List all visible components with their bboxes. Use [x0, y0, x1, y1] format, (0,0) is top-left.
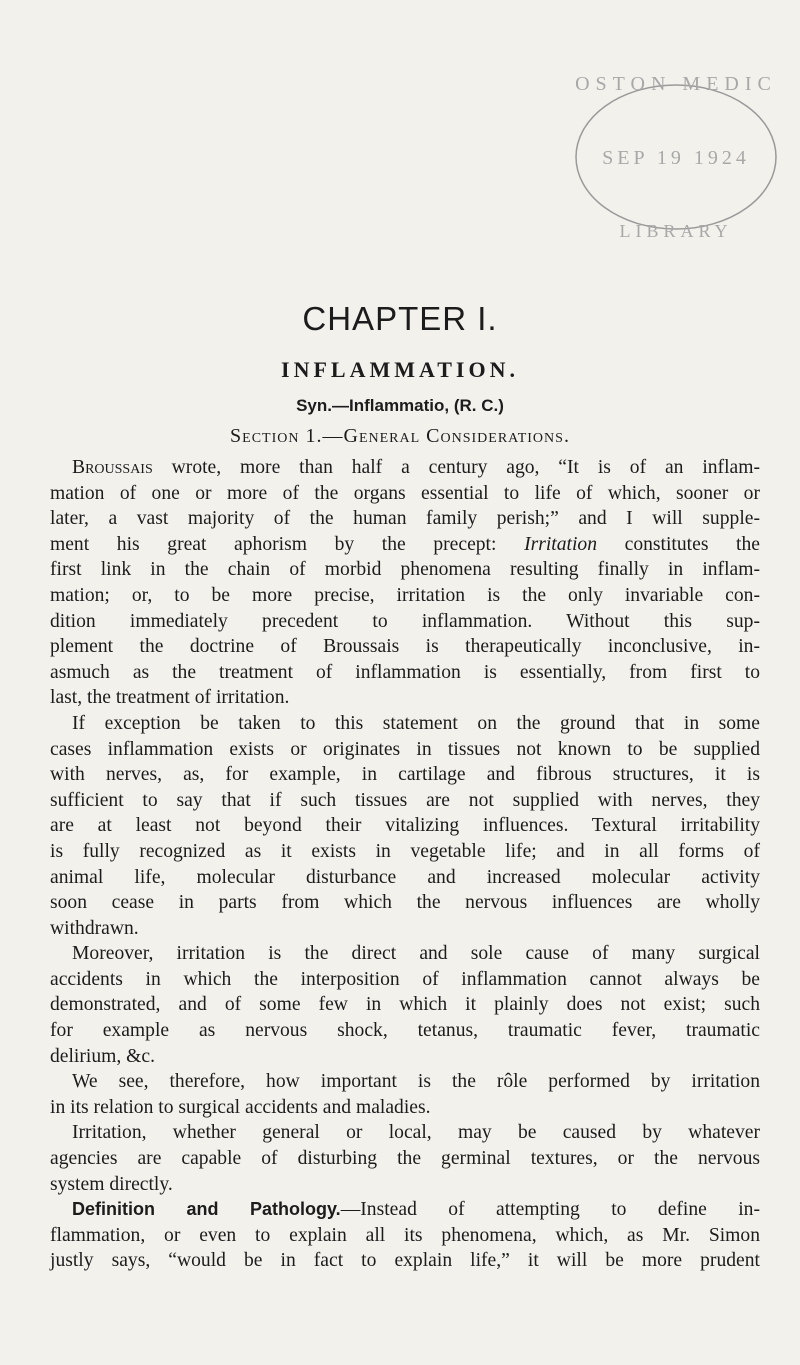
text-line: mation of one or more of the organs essential to life of which, sooner or [50, 482, 760, 504]
text-line: in its relation to surgical accidents and maladies. [50, 1096, 431, 1118]
chapter-title: CHAPTER I. [302, 300, 498, 337]
definition-heading: Definition and Pathology. [72, 1199, 341, 1220]
text-line: delirium, &c. [50, 1045, 156, 1067]
text-line: accidents in which the interposition of inflammation cannot always be [50, 968, 760, 990]
text-line: for example as nervous shock, tetanus, traumatic fever, traumatic [50, 1020, 760, 1042]
text-line: Irritation, whether general or local, may be caused by whatever [72, 1122, 760, 1144]
text-line: Moreover, irritation is the direct and sole cause of many surgical [72, 943, 760, 965]
text-line: ment his great aphorism by the precept: Irritation constitutes the [50, 533, 760, 555]
body-text [50, 455, 760, 1274]
text-line: demonstrated, and of some few in which it plainly does not exist; such [50, 994, 760, 1016]
text-line: cases inflammation exists or originates in tissues not known to be supplied [50, 738, 760, 760]
text-line: withdrawn. [50, 917, 139, 939]
text-line: animal life, molecular disturbance and increased molecular activity [50, 866, 760, 888]
text-line: plement the doctrine of Broussais is therapeutically inconclusive, in- [50, 636, 760, 658]
text-line: If exception be taken to this statement on the ground that in some [72, 712, 760, 734]
library-stamp [554, 52, 799, 262]
text-line: justly says, “would be in fact to explain life,” it will be more prudent [50, 1250, 760, 1272]
text-line: We see, therefore, how important is the rôle performed by irritation [72, 1071, 760, 1093]
text-line: is fully recognized as it exists in vegetable life; and in all forms of [50, 840, 760, 862]
text-line: later, a vast majority of the human family perish;” and I will supple- [50, 508, 760, 530]
svg-text:SEP 19 1924: SEP 19 1924 [602, 147, 750, 169]
text-line: mation; or, to be more precise, irritation is the only invariable con- [50, 584, 760, 606]
text-line: system directly. [50, 1173, 173, 1195]
text-line: agencies are capable of disturbing the germinal textures, or the nervous [50, 1148, 760, 1170]
synonym-line: Syn.—Inflammatio, (R. C.) [296, 396, 504, 415]
svg-text:LIBRARY: LIBRARY [619, 221, 733, 241]
text-line: first link in the chain of morbid phenomena resulting finally in inflam- [50, 559, 760, 581]
text-line: flammation, or even to explain all its phenomena, which, as Mr. Simon [50, 1224, 760, 1246]
text-line: soon cease in parts from which the nervous influences are wholly [50, 892, 760, 914]
text-line: dition immediately precedent to inflammation. Without this sup- [50, 610, 760, 632]
text-line: with nerves, as, for example, in cartilage and fibrous structures, it is [50, 764, 760, 786]
chapter-subject: INFLAMMATION. [281, 357, 519, 382]
first-word: Broussais [72, 457, 153, 478]
text-line: last, the treatment of irritation. [50, 687, 290, 709]
svg-text:OSTON MEDIC: OSTON MEDIC [575, 73, 777, 95]
text-line: sufficient to say that if such tissues are not supplied with nerves, they [50, 789, 760, 811]
text-line: are at least not beyond their vitalizing influences. Textural irritability [50, 815, 760, 837]
text-line: Broussais wrote, more than half a century ago, “It is of an inflam- [72, 457, 760, 478]
section-heading: Section 1.—General Considerations. [230, 425, 570, 447]
text-line: Definition and Pathology.—Instead of attempting to define in- [72, 1199, 760, 1221]
text-line: asmuch as the treatment of inflammation is essentially, from first to [50, 661, 760, 683]
